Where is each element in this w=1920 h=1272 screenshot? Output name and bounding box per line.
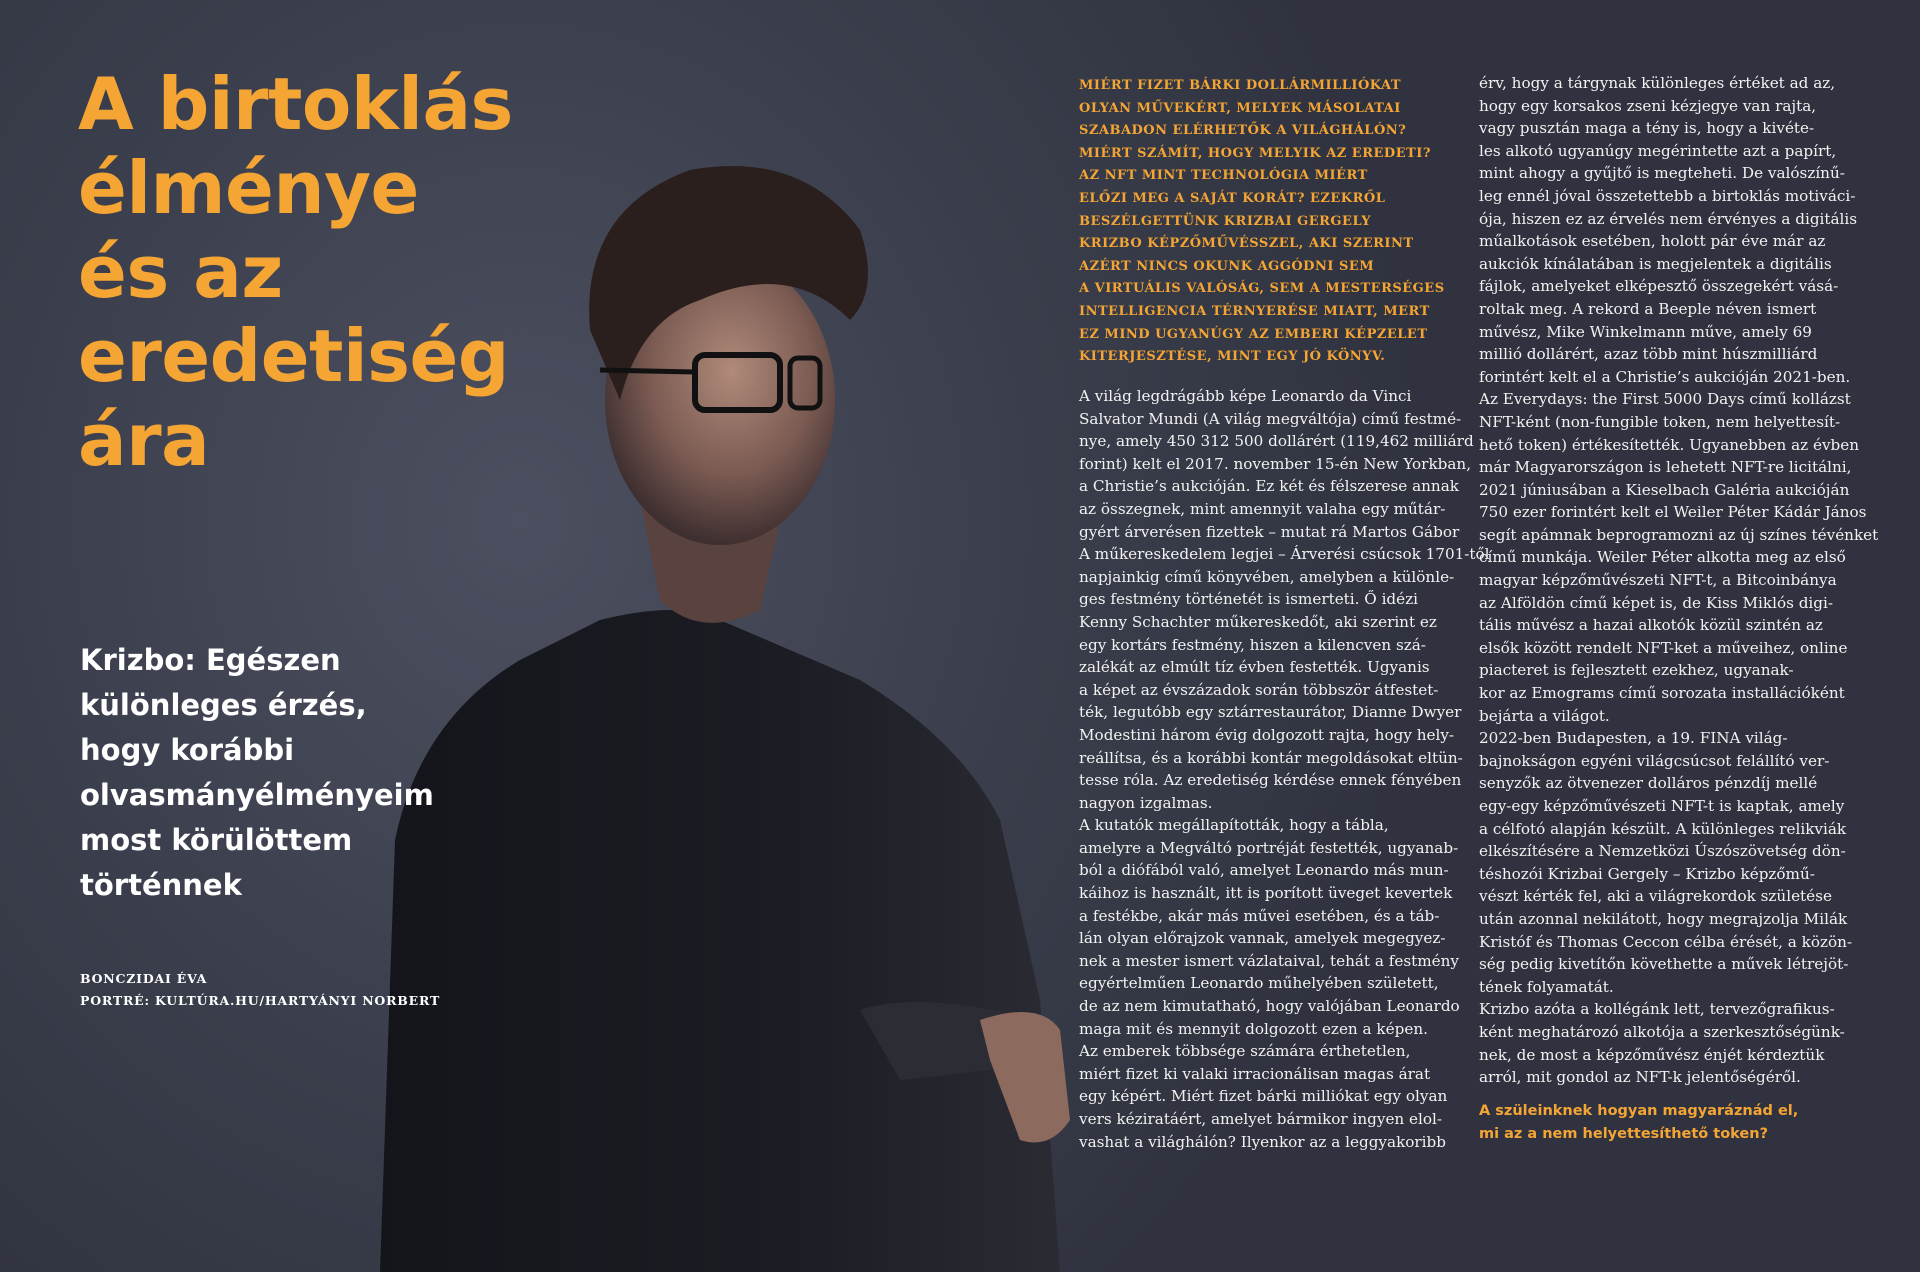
lead-line: KITERJESZTÉSE, MINT EGY JÓ KÖNYV. xyxy=(1079,349,1386,365)
body-line: Salvator Mundi (A világ megváltója) című festmé- xyxy=(1079,409,1462,428)
body-line: tális művész a hazai alkotók közül szintén az xyxy=(1479,616,1823,635)
body-line: les alkotó ugyanúgy megérintette azt a papírt, xyxy=(1479,141,1837,160)
body-line: káihoz is használt, itt is porított üveget kevertek xyxy=(1079,884,1453,903)
subheadline-line: olvasmányélményeim xyxy=(80,778,434,812)
question-line: mi az a nem helyettesíthető token? xyxy=(1479,1125,1769,1142)
body-line: gyért árverésen fizettek – mutat rá Martos Gábor xyxy=(1079,522,1460,541)
subheadline-line: hogy korábbi xyxy=(80,733,295,767)
body-line: miért fizet ki valaki irracionálisan magas árat xyxy=(1079,1064,1431,1083)
body-line: téshozói Krizbai Gergely – Krizbo képzőmű- xyxy=(1479,864,1815,883)
body-line: amelyre a Megváltó portréját festették, ugyanab- xyxy=(1079,838,1459,857)
photo-credit: PORTRÉ: KULTÚRA.HU/HARTYÁNYI NORBERT xyxy=(80,993,441,1008)
body-line: művész, Mike Winkelmann műve, amely 69 xyxy=(1479,322,1812,341)
subheadline-line: történnek xyxy=(80,868,242,902)
body-line: a Christie’s aukcióján. Ez két és félszerese annak xyxy=(1079,477,1459,496)
body-line: roltak meg. A rekord a Beeple néven ismert xyxy=(1479,299,1817,318)
body-line: zalékát az elmúlt tíz évben festették. Ugyanis xyxy=(1079,658,1430,677)
body-line: segít apámnak beprogramozni az új színes tévénket xyxy=(1479,525,1879,544)
body-line: arról, mit gondol az NFT-k jelentőségéről. xyxy=(1479,1068,1801,1087)
body-line: Modestini három évig dolgozott rajta, hogy hely- xyxy=(1079,725,1455,744)
body-line: millió dollárért, azaz több mint húszmilliárd xyxy=(1479,345,1818,364)
body-line: Kenny Schachter műkereskedőt, aki szerint ez xyxy=(1079,612,1437,631)
subheadline-line: Krizbo: Egészen xyxy=(80,643,341,677)
body-line: a képet az évszázadok során többször átfestet- xyxy=(1079,680,1439,699)
body-line: Krizbo azóta a kollégánk lett, tervezőgrafikus- xyxy=(1479,1000,1835,1019)
body-line: egy-egy képzőművészeti NFT-t is kaptak, amely xyxy=(1479,797,1845,815)
body-line: az összegnek, mint amennyit valaha egy műtár- xyxy=(1079,499,1446,518)
body-line: ges festmény történetét is ismerteti. Ő idézi xyxy=(1079,590,1418,609)
body-line: hető token) értékesítették. Ugyanebben az évben xyxy=(1479,435,1860,454)
body-line: de az nem kimutatható, hogy valójában Leonardo xyxy=(1079,997,1460,1016)
body-line: bejárta a világot. xyxy=(1479,706,1610,725)
subheadline-line: különleges érzés, xyxy=(80,688,367,722)
body-line: egy képért. Miért fizet bárki milliókat egy olyan xyxy=(1079,1087,1448,1106)
credits xyxy=(80,968,440,1012)
body-line: vers kéziratáért, amelyet bármikor ingyen elol- xyxy=(1079,1110,1443,1128)
lead-line: AZ NFT MINT TECHNOLÓGIA MIÉRT xyxy=(1079,168,1368,184)
body-line: 2021 júniusában a Kieselbach Galéria aukcióján xyxy=(1479,480,1850,499)
body-line: az Alföldön című képet is, de Kiss Miklós digi- xyxy=(1479,593,1833,612)
lead-line: INTELLIGENCIA TÉRNYERÉSE MIATT, MERT xyxy=(1079,303,1430,319)
body-line: magyar képzőművészeti NFT-t, a Bitcoinbánya xyxy=(1479,571,1837,590)
body-line: ója, hiszen ez az érvelés nem érvényes a digitális xyxy=(1479,209,1858,228)
body-line: tesse róla. Az eredetiség kérdése ennek fényében xyxy=(1079,771,1462,790)
lead-line: ELŐZI MEG A SAJÁT KORÁT? EZEKRŐL xyxy=(1079,190,1386,206)
body-line: 2022-ben Budapesten, a 19. FINA világ- xyxy=(1479,729,1788,748)
body-line: vagy pusztán maga a tény is, hogy a kivéte- xyxy=(1479,119,1815,138)
body-line: nye, amely 450 312 500 dollárért (119,462 milliárd xyxy=(1079,432,1474,451)
body-line: NFT-ként (non-fungible token, nem helyettesít- xyxy=(1479,412,1841,431)
body-line: tének folyamatát. xyxy=(1479,977,1614,996)
body-column-2 xyxy=(1479,72,1879,1089)
body-line: bajnokságon egyéni világcsúcsot felállító ver- xyxy=(1479,751,1830,770)
lead-paragraph xyxy=(1079,75,1445,369)
body-line: senyzők az ötvenezer dolláros pénzdíj mellé xyxy=(1479,774,1818,793)
body-line: napjainkig című könyvében, amelyben a különle- xyxy=(1079,567,1455,586)
body-line: mint ahogy a gyűjtő is megteheti. De valószínű- xyxy=(1479,164,1845,183)
body-line: A műkereskedelem legjei – Árverési csúcsok 1701-től xyxy=(1079,545,1490,564)
body-line: egy kortárs festmény, hiszen a kilencven szá- xyxy=(1079,635,1426,654)
interview-question xyxy=(1479,1100,1859,1145)
body-line: vashat a világhálón? Ilyenkor az a leggyakoribb xyxy=(1079,1132,1446,1151)
headline-line: és az xyxy=(78,230,283,314)
body-line: már Magyarországon is lehetett NFT-re licitálni, xyxy=(1479,458,1852,477)
body-line: ként meghatározó alkotója a szerkesztőségünk- xyxy=(1479,1022,1845,1041)
body-line: vészt kérték fel, aki a világrekordok születése xyxy=(1479,887,1832,906)
headline-line: eredetiség xyxy=(78,314,509,398)
lead-line: OLYAN MŰVEKÉRT, MELYEK MÁSOLATAI xyxy=(1079,100,1401,116)
lead-line: SZABADON ELÉRHETŐK A VILÁGHÁLÓN? xyxy=(1079,123,1407,139)
lead-line: MIÉRT SZÁMÍT, HOGY MELYIK AZ EREDETI? xyxy=(1079,145,1431,161)
body-line: kor az Emograms című sorozata installációként xyxy=(1479,684,1845,703)
body-line: után azonnal nekilátott, hogy megrajzolja Milák xyxy=(1479,909,1848,928)
body-line: Kristóf és Thomas Ceccon célba érését, a közön- xyxy=(1479,932,1853,951)
body-line: nek, de most a képzőművész énjét kérdeztük xyxy=(1479,1045,1825,1064)
lead-line: EZ MIND UGYANÚGY AZ EMBERI KÉPZELET xyxy=(1079,326,1428,342)
body-line: forintért kelt el a Christie’s aukcióján 2021-ben. xyxy=(1479,367,1851,386)
body-line: elkészítésére a Nemzetközi Úszószövetség dön- xyxy=(1479,842,1846,861)
body-line: forint) kelt el 2017. november 15-én New Yorkban, xyxy=(1079,454,1472,473)
author-credit: BONCZIDAI ÉVA xyxy=(80,971,208,986)
body-line: aukciók kínálatában is megjelentek a digitális xyxy=(1479,254,1832,273)
body-line: A kutatók megállapították, hogy a tábla, xyxy=(1079,816,1389,835)
body-line: 750 ezer forintért kelt el Weiler Péter Kádár János xyxy=(1479,503,1867,522)
lead-line: A VIRTUÁLIS VALÓSÁG, SEM A MESTERSÉGES xyxy=(1079,281,1445,297)
headline-line: élménye xyxy=(78,146,419,230)
subheadline-line: most körülöttem xyxy=(80,823,353,857)
body-line: egyértelműen Leonardo műhelyében született, xyxy=(1079,974,1439,993)
body-line: műalkotások esetében, holott pár éve már az xyxy=(1479,232,1826,251)
body-line: A világ legdrágább képe Leonardo da Vinci xyxy=(1079,387,1412,405)
body-line: hogy egy korsakos zseni kézjegye van rajta, xyxy=(1479,96,1817,115)
subheadline xyxy=(80,638,510,908)
lead-line: KRIZBO KÉPZŐMŰVÉSSZEL, AKI SZERINT xyxy=(1079,236,1414,252)
body-line: Az Everydays: the First 5000 Days című kollázst xyxy=(1479,390,1851,409)
body-line: elsők között rendelt NFT-ket a műveihez, online xyxy=(1479,638,1848,657)
lead-line: MIÉRT FIZET BÁRKI DOLLÁRMILLIÓKAT xyxy=(1079,78,1402,93)
body-line: ból a diófából való, amelyet Leonardo más mun- xyxy=(1079,861,1449,880)
body-line: leg ennél jóval összetettebb a birtoklás motiváci- xyxy=(1479,186,1856,205)
body-line: című munkája. Weiler Péter alkotta meg az első xyxy=(1479,548,1846,567)
body-line: ség pedig kivetítőn követhette a művek létrejöt- xyxy=(1479,955,1849,974)
body-line: piacteret is fejlesztett ezekhez, ugyanak- xyxy=(1479,661,1794,680)
headline-line: A birtoklás xyxy=(78,62,513,146)
body-line: nek a mester ismert vázlataival, tehát a festmény xyxy=(1079,951,1459,970)
body-line: nagyon izgalmas. xyxy=(1079,793,1213,812)
body-line: a festékbe, akár más művei esetében, és a táb- xyxy=(1079,906,1440,925)
body-line: a célfotó alapján készült. A különleges relikviák xyxy=(1479,819,1847,838)
body-line: fájlok, amelyeket elképesztő összegekért vásá- xyxy=(1479,277,1839,296)
body-line: érv, hogy a tárgynak különleges értéket ad az, xyxy=(1479,74,1836,92)
lead-line: AZÉRT NINCS OKUNK AGGÓDNI SEM xyxy=(1079,258,1375,274)
question-line: A szüleinknek hogyan magyaráznád el, xyxy=(1479,1103,1799,1119)
headline xyxy=(78,62,598,482)
body-line: reállítsa, és a korábbi kontár megoldásokat eltün- xyxy=(1079,748,1463,767)
lead-line: BESZÉLGETTÜNK KRIZBAI GERGELY xyxy=(1079,213,1372,229)
body-line: ték, legutóbb egy sztárrestaurátor, Dianne Dwyer xyxy=(1079,703,1462,722)
body-column-1 xyxy=(1079,385,1490,1153)
headline-line: ára xyxy=(78,398,210,482)
body-line: maga mit és mennyit dolgozott ezen a képen. xyxy=(1079,1019,1428,1038)
body-line: Az emberek többsége számára érthetetlen, xyxy=(1079,1042,1411,1061)
body-line: lán olyan előrajzok vannak, amelyek megegyez- xyxy=(1079,929,1446,948)
